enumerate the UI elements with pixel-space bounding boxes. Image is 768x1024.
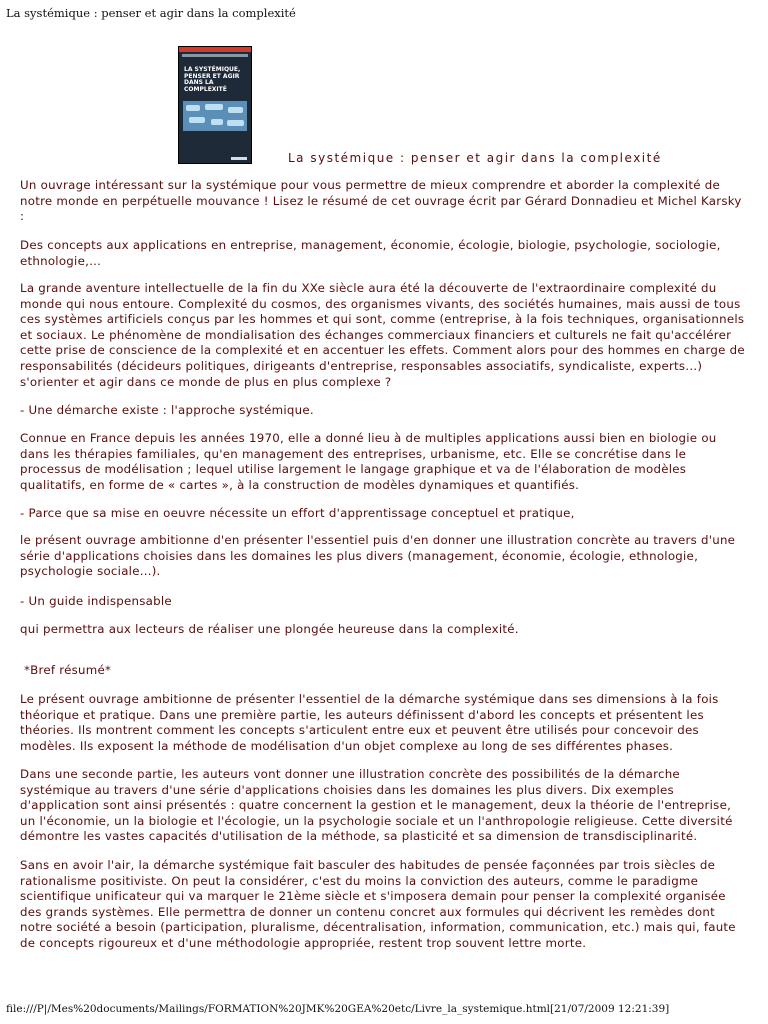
page-footer-url: file:///P|/Mes%20documents/Mailings/FORMATION%20JMK%20GEA%20etc/Livre_la_systemique.html[21/07/2009 12:21:39]: [6, 1003, 670, 1015]
subtitle-paragraph: Des concepts aux applications en entreprise, management, économie, écologie, biologie, psychologie, sociologie, ethnologie,…: [20, 238, 721, 268]
cover-author-bar: [182, 54, 248, 57]
approach-line: - Une démarche existe : l'approche systémique.: [20, 403, 314, 417]
summary-paragraph-2: Dans une seconde partie, les auteurs vont donner une illustration concrète des possibilités de la démarche systémique au travers d'une série d'applications choisies dans les domaines les plus divers. Dix exemples d'application sont ainsi présentés : quatre concernent la gestion et le management, deux la théorie de l'entreprise, un l'économie, un la biologie et l'écologie, un la psychologie sociale et un l'anthropologie religieuse. Cette diversité démontre les vastes capacités d'utilisation de la méthode, sa plasticité et sa dimension de transdisciplinarité.: [20, 767, 733, 844]
intro-paragraph: Un ouvrage intéressant sur la systémique pour vous permettre de mieux comprendre et aborder la complexité de notre monde en perpétuelle mouvance ! Lisez le résumé de cet ouvrage écrit par Gérard Donnadieu et Michel Karsky :: [20, 178, 742, 224]
guide-line: - Un guide indispensable: [20, 594, 172, 608]
summary-heading: *Bref résumé*: [20, 663, 112, 677]
cover-diagram: [183, 101, 247, 131]
page-header: La systémique : penser et agir dans la complexité: [6, 6, 296, 20]
ambition-paragraph: le présent ouvrage ambitionne d'en présenter l'essentiel puis d'en donner une illustration concrète au travers d'une série d'applications choisies dans les domaines les plus divers (management, économie, écologie, ethnologie, psychologie sociale...).: [20, 533, 736, 579]
effort-line: - Parce que sa mise en oeuvre nécessite un effort d'apprentissage conceptuel et pratique,: [20, 506, 575, 520]
summary-paragraph-3: Sans en avoir l'air, la démarche systémique fait basculer des habitudes de pensée façonnées par trois siècles de rationalisme positiviste. On peut la considérer, c'est du moins la conviction des auteurs, comme le paradigme scientifique unificateur qui va marquer le 21ème siècle et s'imposera demain pour penser la complexité organisée des grands systèmes. Elle permettra de donner un contenu concret aux formules qui décrivent les remèdes dont notre société a besoin (participation, pluralisme, décentralisation, information, communication, etc.) mais qui, faute de concepts rigoureux et d'une méthodologie appropriée, restent trop souvent lettre morte.: [20, 858, 736, 950]
cover-publisher-band: [179, 47, 251, 52]
book-cover-image: [178, 46, 252, 164]
dive-line: qui permettra aux lecteurs de réaliser une plongée heureuse dans la complexité.: [20, 622, 519, 636]
adventure-paragraph: La grande aventure intellectuelle de la fin du XXe siècle aura été la découverte de l'extraordinaire complexité du monde qui nous entoure. Complexité du cosmos, des organismes vivants, des sociétés humaines, mais aussi de tous ces systèmes artificiels conçus par les hommes et qui sont, comme (entreprise, à la fois techniques, organisationnels et sociaux. Le phénomène de mondialisation des échanges commerciaux financiers et culturels ne fait qu'accélérer cette prise de conscience de la complexité et en accentuer les effets. Comment alors pour des hommes en charge de responsabilités (décideurs politiques, dirigeants d'entreprise, responsables associatifs, syndicaliste, experts...) s'orienter et agir dans ce monde de plus en plus complexe ?: [20, 281, 745, 389]
cover-publisher-logo: [231, 157, 247, 160]
summary-paragraph-1: Le présent ouvrage ambitionne de présenter l'essentiel de la démarche systémique dans ses dimensions à la fois théorique et pratique. Dans une première partie, les auteurs définissent d'abord les concepts et présentent les théories. Ils montrent comment les concepts s'articulent entre eux et peuvent être utilisés pour concevoir des modèles. Ils exposent la méthode de modélisation d'un objet complexe au long de ses différentes phases.: [20, 692, 719, 753]
book-title: La systémique : penser et agir dans la complexité: [288, 151, 662, 165]
history-paragraph: Connue en France depuis les années 1970, elle a donné lieu à de multiples applications aussi bien en biologie ou dans les thérapies familiales, qu'en management des entreprises, urbanisme, etc. Elle se concrétise dans le processus de modélisation ; lequel utilise largement le langage graphique et va de l'élaboration de modèles qualitatifs, en forme de « cartes », à la construction de modèles dynamiques et quantifiés.: [20, 431, 717, 492]
cover-title: LA SYSTÉMIQUE, PENSER ET AGIR DANS LA COMPLEXITÉ: [184, 66, 241, 93]
